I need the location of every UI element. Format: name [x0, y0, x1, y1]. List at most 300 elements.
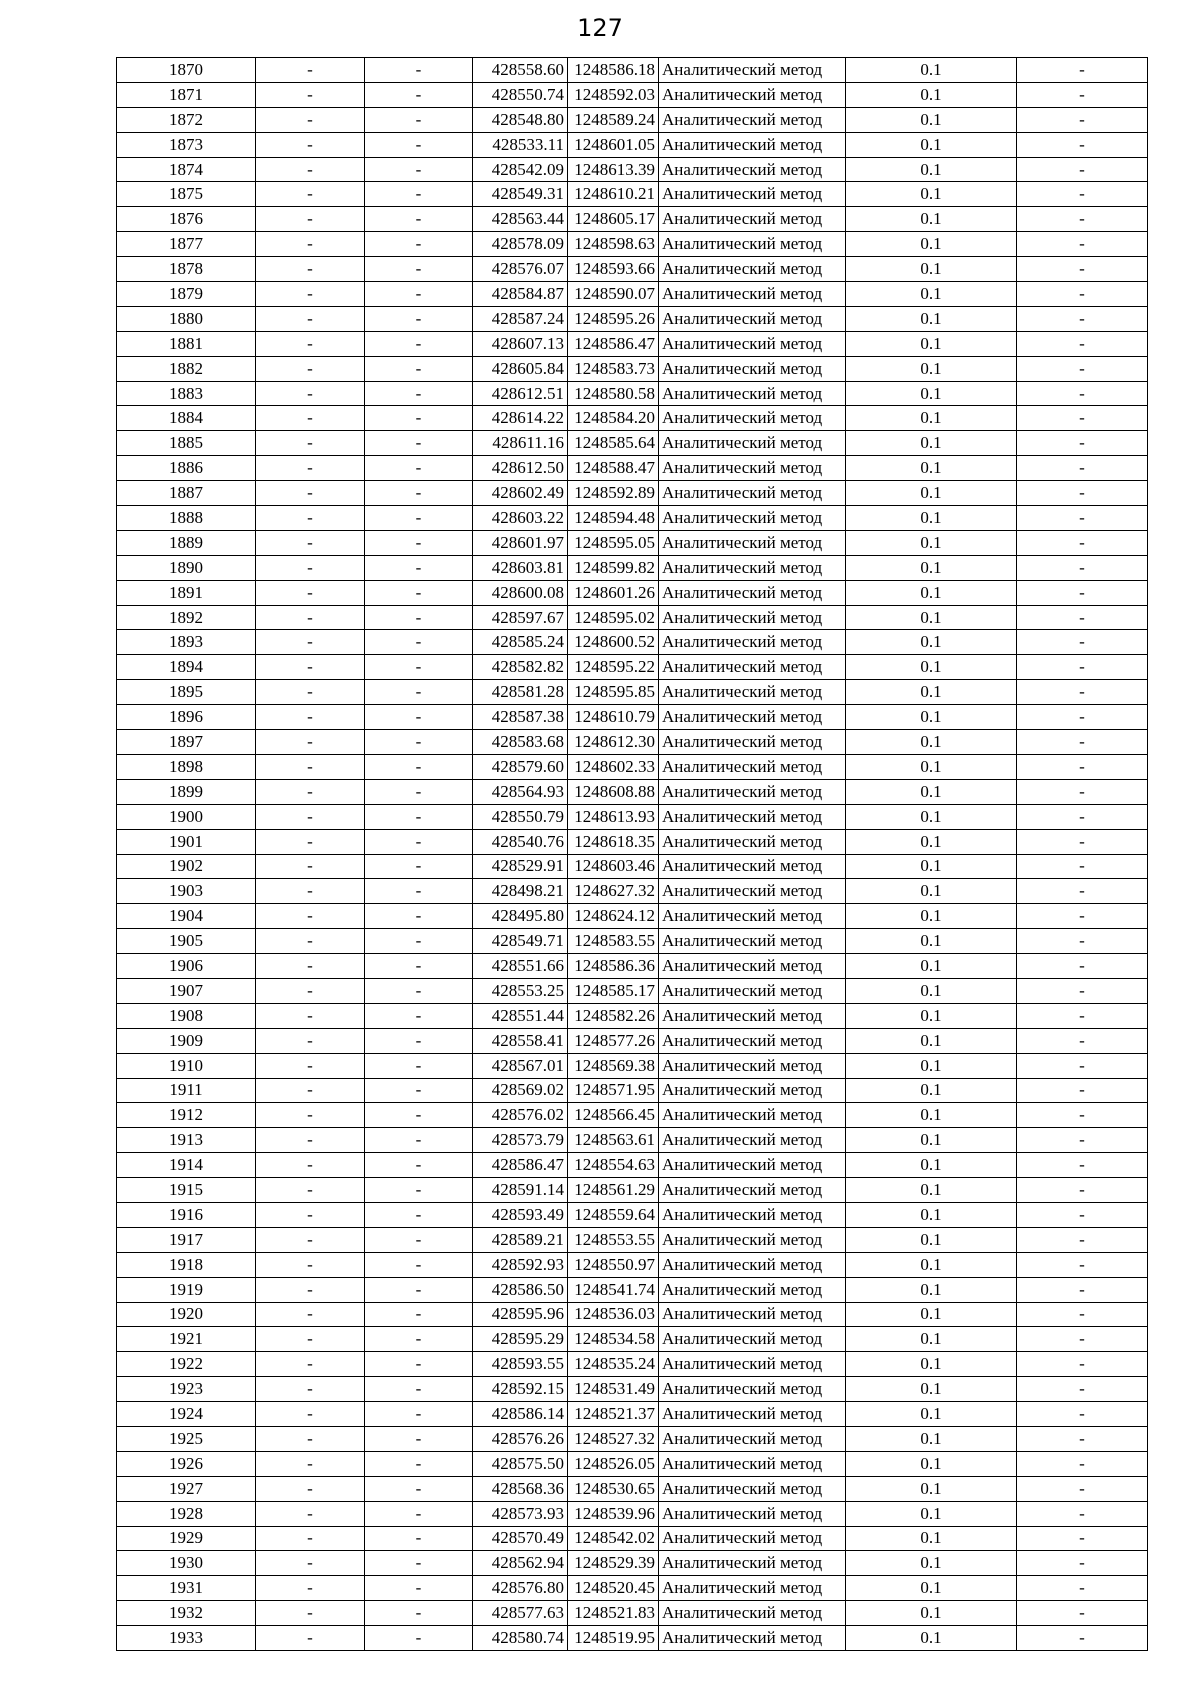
table-row — [117, 1078, 1148, 1103]
method-cell: Аналитический метод — [659, 431, 846, 456]
empty-cell: - — [256, 1551, 365, 1576]
empty-cell: - — [365, 954, 473, 979]
point-number-cell: 1894 — [117, 655, 256, 680]
empty-cell: - — [256, 107, 365, 132]
table-row — [117, 1028, 1148, 1053]
empty-cell: - — [365, 754, 473, 779]
accuracy-cell: 0.1 — [846, 331, 1017, 356]
y-coordinate-cell: 1248541.74 — [568, 1277, 659, 1302]
x-coordinate-cell: 428548.80 — [473, 107, 568, 132]
method-cell: Аналитический метод — [659, 182, 846, 207]
accuracy-cell: 0.1 — [846, 207, 1017, 232]
point-number-cell: 1929 — [117, 1526, 256, 1551]
empty-cell: - — [256, 331, 365, 356]
empty-cell: - — [365, 182, 473, 207]
empty-cell: - — [365, 1128, 473, 1153]
point-number-cell: 1916 — [117, 1202, 256, 1227]
table-row — [117, 1003, 1148, 1028]
note-cell: - — [1017, 1028, 1148, 1053]
y-coordinate-cell: 1248590.07 — [568, 282, 659, 307]
point-number-cell: 1880 — [117, 306, 256, 331]
y-coordinate-cell: 1248595.85 — [568, 680, 659, 705]
point-number-cell: 1870 — [117, 58, 256, 83]
empty-cell: - — [365, 1302, 473, 1327]
empty-cell: - — [256, 381, 365, 406]
empty-cell: - — [256, 929, 365, 954]
method-cell: Аналитический метод — [659, 1202, 846, 1227]
note-cell: - — [1017, 58, 1148, 83]
x-coordinate-cell: 428542.09 — [473, 157, 568, 182]
table-row — [117, 904, 1148, 929]
y-coordinate-cell: 1248612.30 — [568, 730, 659, 755]
method-cell: Аналитический метод — [659, 1402, 846, 1427]
empty-cell: - — [256, 954, 365, 979]
point-number-cell: 1873 — [117, 132, 256, 157]
empty-cell: - — [256, 1178, 365, 1203]
point-number-cell: 1890 — [117, 555, 256, 580]
point-number-cell: 1885 — [117, 431, 256, 456]
y-coordinate-cell: 1248584.20 — [568, 406, 659, 431]
empty-cell: - — [256, 1128, 365, 1153]
table-row — [117, 879, 1148, 904]
empty-cell: - — [365, 506, 473, 531]
note-cell: - — [1017, 306, 1148, 331]
table-row — [117, 1327, 1148, 1352]
point-number-cell: 1921 — [117, 1327, 256, 1352]
point-number-cell: 1910 — [117, 1053, 256, 1078]
method-cell: Аналитический метод — [659, 1277, 846, 1302]
method-cell: Аналитический метод — [659, 381, 846, 406]
empty-cell: - — [365, 381, 473, 406]
point-number-cell: 1924 — [117, 1402, 256, 1427]
note-cell: - — [1017, 978, 1148, 1003]
empty-cell: - — [365, 580, 473, 605]
table-row — [117, 1377, 1148, 1402]
table-row — [117, 804, 1148, 829]
empty-cell: - — [256, 1053, 365, 1078]
point-number-cell: 1915 — [117, 1178, 256, 1203]
table-row — [117, 282, 1148, 307]
accuracy-cell: 0.1 — [846, 530, 1017, 555]
coordinates-table — [116, 57, 1148, 1651]
note-cell: - — [1017, 1202, 1148, 1227]
method-cell: Аналитический метод — [659, 481, 846, 506]
empty-cell: - — [256, 804, 365, 829]
note-cell: - — [1017, 605, 1148, 630]
y-coordinate-cell: 1248601.26 — [568, 580, 659, 605]
note-cell: - — [1017, 481, 1148, 506]
empty-cell: - — [256, 1576, 365, 1601]
accuracy-cell: 0.1 — [846, 456, 1017, 481]
point-number-cell: 1907 — [117, 978, 256, 1003]
note-cell: - — [1017, 1153, 1148, 1178]
note-cell: - — [1017, 431, 1148, 456]
note-cell: - — [1017, 1078, 1148, 1103]
note-cell: - — [1017, 630, 1148, 655]
x-coordinate-cell: 428612.50 — [473, 456, 568, 481]
point-number-cell: 1903 — [117, 879, 256, 904]
empty-cell: - — [256, 1327, 365, 1352]
note-cell: - — [1017, 1277, 1148, 1302]
table-row — [117, 82, 1148, 107]
y-coordinate-cell: 1248585.17 — [568, 978, 659, 1003]
note-cell: - — [1017, 1327, 1148, 1352]
accuracy-cell: 0.1 — [846, 132, 1017, 157]
method-cell: Аналитический метод — [659, 282, 846, 307]
table-row — [117, 481, 1148, 506]
x-coordinate-cell: 428603.22 — [473, 506, 568, 531]
accuracy-cell: 0.1 — [846, 879, 1017, 904]
table-row — [117, 555, 1148, 580]
empty-cell: - — [256, 904, 365, 929]
x-coordinate-cell: 428602.49 — [473, 481, 568, 506]
note-cell: - — [1017, 232, 1148, 257]
empty-cell: - — [256, 705, 365, 730]
empty-cell: - — [365, 1053, 473, 1078]
empty-cell: - — [256, 1252, 365, 1277]
note-cell: - — [1017, 904, 1148, 929]
point-number-cell: 1932 — [117, 1601, 256, 1626]
empty-cell: - — [365, 1202, 473, 1227]
y-coordinate-cell: 1248521.83 — [568, 1601, 659, 1626]
accuracy-cell: 0.1 — [846, 1402, 1017, 1427]
method-cell: Аналитический метод — [659, 331, 846, 356]
note-cell: - — [1017, 506, 1148, 531]
table-row — [117, 730, 1148, 755]
x-coordinate-cell: 428586.47 — [473, 1153, 568, 1178]
x-coordinate-cell: 428575.50 — [473, 1451, 568, 1476]
empty-cell: - — [256, 779, 365, 804]
accuracy-cell: 0.1 — [846, 580, 1017, 605]
accuracy-cell: 0.1 — [846, 1526, 1017, 1551]
accuracy-cell: 0.1 — [846, 730, 1017, 755]
note-cell: - — [1017, 132, 1148, 157]
point-number-cell: 1884 — [117, 406, 256, 431]
accuracy-cell: 0.1 — [846, 1252, 1017, 1277]
table-row — [117, 182, 1148, 207]
empty-cell: - — [365, 555, 473, 580]
method-cell: Аналитический метод — [659, 804, 846, 829]
empty-cell: - — [256, 306, 365, 331]
empty-cell: - — [365, 1227, 473, 1252]
table-row — [117, 1476, 1148, 1501]
empty-cell: - — [365, 331, 473, 356]
empty-cell: - — [256, 605, 365, 630]
table-row — [117, 331, 1148, 356]
method-cell: Аналитический метод — [659, 1128, 846, 1153]
empty-cell: - — [365, 1178, 473, 1203]
y-coordinate-cell: 1248613.93 — [568, 804, 659, 829]
accuracy-cell: 0.1 — [846, 1227, 1017, 1252]
y-coordinate-cell: 1248571.95 — [568, 1078, 659, 1103]
method-cell: Аналитический метод — [659, 82, 846, 107]
accuracy-cell: 0.1 — [846, 306, 1017, 331]
accuracy-cell: 0.1 — [846, 829, 1017, 854]
empty-cell: - — [365, 779, 473, 804]
accuracy-cell: 0.1 — [846, 157, 1017, 182]
empty-cell: - — [256, 431, 365, 456]
accuracy-cell: 0.1 — [846, 1128, 1017, 1153]
method-cell: Аналитический метод — [659, 132, 846, 157]
method-cell: Аналитический метод — [659, 1551, 846, 1576]
point-number-cell: 1872 — [117, 107, 256, 132]
y-coordinate-cell: 1248586.36 — [568, 954, 659, 979]
x-coordinate-cell: 428593.49 — [473, 1202, 568, 1227]
empty-cell: - — [365, 1327, 473, 1352]
method-cell: Аналитический метод — [659, 929, 846, 954]
empty-cell: - — [256, 730, 365, 755]
table-row — [117, 1352, 1148, 1377]
table-row — [117, 1103, 1148, 1128]
empty-cell: - — [256, 580, 365, 605]
x-coordinate-cell: 428611.16 — [473, 431, 568, 456]
table-row — [117, 1601, 1148, 1626]
accuracy-cell: 0.1 — [846, 481, 1017, 506]
empty-cell: - — [365, 1352, 473, 1377]
empty-cell: - — [365, 680, 473, 705]
note-cell: - — [1017, 1476, 1148, 1501]
y-coordinate-cell: 1248561.29 — [568, 1178, 659, 1203]
y-coordinate-cell: 1248550.97 — [568, 1252, 659, 1277]
empty-cell: - — [365, 1377, 473, 1402]
empty-cell: - — [365, 107, 473, 132]
table-row — [117, 530, 1148, 555]
empty-cell: - — [256, 630, 365, 655]
note-cell: - — [1017, 257, 1148, 282]
x-coordinate-cell: 428601.97 — [473, 530, 568, 555]
empty-cell: - — [365, 1277, 473, 1302]
empty-cell: - — [256, 1277, 365, 1302]
x-coordinate-cell: 428551.66 — [473, 954, 568, 979]
table-row — [117, 1302, 1148, 1327]
table-row — [117, 1153, 1148, 1178]
x-coordinate-cell: 428591.14 — [473, 1178, 568, 1203]
point-number-cell: 1876 — [117, 207, 256, 232]
point-number-cell: 1904 — [117, 904, 256, 929]
table-row — [117, 1178, 1148, 1203]
method-cell: Аналитический метод — [659, 680, 846, 705]
method-cell: Аналитический метод — [659, 1451, 846, 1476]
y-coordinate-cell: 1248534.58 — [568, 1327, 659, 1352]
y-coordinate-cell: 1248588.47 — [568, 456, 659, 481]
method-cell: Аналитический метод — [659, 904, 846, 929]
empty-cell: - — [256, 157, 365, 182]
accuracy-cell: 0.1 — [846, 1451, 1017, 1476]
empty-cell: - — [365, 1103, 473, 1128]
accuracy-cell: 0.1 — [846, 705, 1017, 730]
y-coordinate-cell: 1248593.66 — [568, 257, 659, 282]
table-row — [117, 257, 1148, 282]
point-number-cell: 1879 — [117, 282, 256, 307]
x-coordinate-cell: 428589.21 — [473, 1227, 568, 1252]
table-row — [117, 680, 1148, 705]
empty-cell: - — [365, 730, 473, 755]
empty-cell: - — [365, 1426, 473, 1451]
y-coordinate-cell: 1248535.24 — [568, 1352, 659, 1377]
empty-cell: - — [365, 132, 473, 157]
accuracy-cell: 0.1 — [846, 1028, 1017, 1053]
accuracy-cell: 0.1 — [846, 1202, 1017, 1227]
y-coordinate-cell: 1248569.38 — [568, 1053, 659, 1078]
table-row — [117, 232, 1148, 257]
empty-cell: - — [365, 1626, 473, 1651]
method-cell: Аналитический метод — [659, 1003, 846, 1028]
y-coordinate-cell: 1248603.46 — [568, 854, 659, 879]
y-coordinate-cell: 1248553.55 — [568, 1227, 659, 1252]
empty-cell: - — [256, 1078, 365, 1103]
point-number-cell: 1875 — [117, 182, 256, 207]
accuracy-cell: 0.1 — [846, 1078, 1017, 1103]
note-cell: - — [1017, 705, 1148, 730]
point-number-cell: 1883 — [117, 381, 256, 406]
method-cell: Аналитический метод — [659, 730, 846, 755]
empty-cell: - — [365, 1153, 473, 1178]
method-cell: Аналитический метод — [659, 1426, 846, 1451]
empty-cell: - — [256, 182, 365, 207]
table-row — [117, 107, 1148, 132]
table-row — [117, 1626, 1148, 1651]
accuracy-cell: 0.1 — [846, 804, 1017, 829]
point-number-cell: 1922 — [117, 1352, 256, 1377]
table-row — [117, 1551, 1148, 1576]
x-coordinate-cell: 428595.29 — [473, 1327, 568, 1352]
accuracy-cell: 0.1 — [846, 1601, 1017, 1626]
method-cell: Аналитический метод — [659, 754, 846, 779]
note-cell: - — [1017, 1302, 1148, 1327]
empty-cell: - — [365, 157, 473, 182]
y-coordinate-cell: 1248527.32 — [568, 1426, 659, 1451]
note-cell: - — [1017, 82, 1148, 107]
y-coordinate-cell: 1248531.49 — [568, 1377, 659, 1402]
x-coordinate-cell: 428550.79 — [473, 804, 568, 829]
point-number-cell: 1893 — [117, 630, 256, 655]
accuracy-cell: 0.1 — [846, 1302, 1017, 1327]
method-cell: Аналитический метод — [659, 107, 846, 132]
point-number-cell: 1917 — [117, 1227, 256, 1252]
accuracy-cell: 0.1 — [846, 1178, 1017, 1203]
note-cell: - — [1017, 1551, 1148, 1576]
point-number-cell: 1901 — [117, 829, 256, 854]
empty-cell: - — [365, 804, 473, 829]
x-coordinate-cell: 428573.79 — [473, 1128, 568, 1153]
note-cell: - — [1017, 1576, 1148, 1601]
accuracy-cell: 0.1 — [846, 779, 1017, 804]
empty-cell: - — [365, 232, 473, 257]
x-coordinate-cell: 428584.87 — [473, 282, 568, 307]
empty-cell: - — [365, 58, 473, 83]
y-coordinate-cell: 1248601.05 — [568, 132, 659, 157]
table-row — [117, 1526, 1148, 1551]
table-row — [117, 954, 1148, 979]
table-row — [117, 1426, 1148, 1451]
empty-cell: - — [256, 207, 365, 232]
method-cell: Аналитический метод — [659, 978, 846, 1003]
y-coordinate-cell: 1248618.35 — [568, 829, 659, 854]
y-coordinate-cell: 1248595.26 — [568, 306, 659, 331]
empty-cell: - — [365, 1476, 473, 1501]
x-coordinate-cell: 428540.76 — [473, 829, 568, 854]
empty-cell: - — [365, 1501, 473, 1526]
table-row — [117, 157, 1148, 182]
table-row — [117, 929, 1148, 954]
table-row — [117, 978, 1148, 1003]
y-coordinate-cell: 1248589.24 — [568, 107, 659, 132]
x-coordinate-cell: 428533.11 — [473, 132, 568, 157]
note-cell: - — [1017, 1227, 1148, 1252]
empty-cell: - — [365, 356, 473, 381]
method-cell: Аналитический метод — [659, 1576, 846, 1601]
note-cell: - — [1017, 1426, 1148, 1451]
y-coordinate-cell: 1248592.03 — [568, 82, 659, 107]
note-cell: - — [1017, 1626, 1148, 1651]
accuracy-cell: 0.1 — [846, 1053, 1017, 1078]
x-coordinate-cell: 428583.68 — [473, 730, 568, 755]
empty-cell: - — [365, 530, 473, 555]
y-coordinate-cell: 1248530.65 — [568, 1476, 659, 1501]
empty-cell: - — [365, 705, 473, 730]
note-cell: - — [1017, 406, 1148, 431]
empty-cell: - — [256, 1003, 365, 1028]
accuracy-cell: 0.1 — [846, 555, 1017, 580]
empty-cell: - — [256, 82, 365, 107]
empty-cell: - — [256, 1626, 365, 1651]
y-coordinate-cell: 1248519.95 — [568, 1626, 659, 1651]
method-cell: Аналитический метод — [659, 655, 846, 680]
x-coordinate-cell: 428593.55 — [473, 1352, 568, 1377]
x-coordinate-cell: 428586.50 — [473, 1277, 568, 1302]
x-coordinate-cell: 428579.60 — [473, 754, 568, 779]
empty-cell: - — [256, 481, 365, 506]
method-cell: Аналитический метод — [659, 1302, 846, 1327]
table-row — [117, 406, 1148, 431]
empty-cell: - — [256, 1601, 365, 1626]
empty-cell: - — [365, 1601, 473, 1626]
empty-cell: - — [365, 1402, 473, 1427]
x-coordinate-cell: 428577.63 — [473, 1601, 568, 1626]
table-row — [117, 1501, 1148, 1526]
empty-cell: - — [365, 655, 473, 680]
accuracy-cell: 0.1 — [846, 82, 1017, 107]
empty-cell: - — [256, 1451, 365, 1476]
method-cell: Аналитический метод — [659, 580, 846, 605]
y-coordinate-cell: 1248566.45 — [568, 1103, 659, 1128]
x-coordinate-cell: 428529.91 — [473, 854, 568, 879]
table-row — [117, 630, 1148, 655]
note-cell: - — [1017, 1053, 1148, 1078]
point-number-cell: 1882 — [117, 356, 256, 381]
x-coordinate-cell: 428549.71 — [473, 929, 568, 954]
point-number-cell: 1898 — [117, 754, 256, 779]
empty-cell: - — [365, 431, 473, 456]
empty-cell: - — [256, 456, 365, 481]
x-coordinate-cell: 428550.74 — [473, 82, 568, 107]
empty-cell: - — [256, 58, 365, 83]
y-coordinate-cell: 1248598.63 — [568, 232, 659, 257]
y-coordinate-cell: 1248600.52 — [568, 630, 659, 655]
page-number: 127 — [577, 14, 623, 42]
accuracy-cell: 0.1 — [846, 1551, 1017, 1576]
empty-cell: - — [256, 854, 365, 879]
method-cell: Аналитический метод — [659, 555, 846, 580]
accuracy-cell: 0.1 — [846, 1501, 1017, 1526]
method-cell: Аналитический метод — [659, 829, 846, 854]
y-coordinate-cell: 1248586.18 — [568, 58, 659, 83]
y-coordinate-cell: 1248627.32 — [568, 879, 659, 904]
method-cell: Аналитический метод — [659, 530, 846, 555]
accuracy-cell: 0.1 — [846, 978, 1017, 1003]
point-number-cell: 1889 — [117, 530, 256, 555]
point-number-cell: 1902 — [117, 854, 256, 879]
